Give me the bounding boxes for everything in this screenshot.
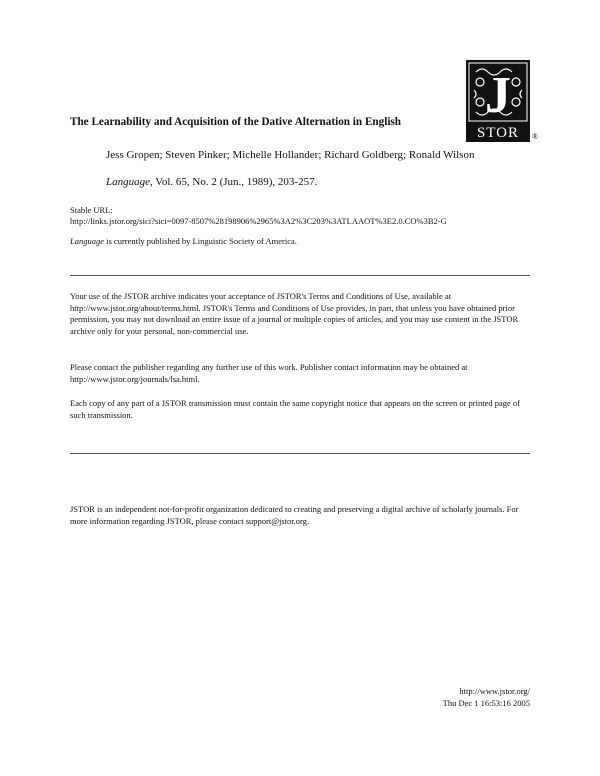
article-title: The Learnability and Acquisition of the Dative Alternation in English xyxy=(70,116,402,128)
terms-paragraph: Your use of the JSTOR archive indicates your acceptance of JSTOR's Terms and Conditions of Use, available at http://www.jstor.org/about/terms.html. JSTOR's Terms and Conditions of Use provides, in part, that unless you have obtained prior permission, you may not download an entire issue of a journal or multiple copies of articles, and you may use content in the JSTOR archive only for your personal, non-commercial use. xyxy=(70,291,519,336)
publisher-line xyxy=(70,236,297,246)
publisher-contact-paragraph: Please contact the publisher regarding any further use of this work. Publisher contact information may be obtained at http://www.jstor.org/journals/lsa.html. xyxy=(70,362,468,384)
citation-journal: Language xyxy=(106,176,150,188)
article-authors: Jess Gropen; Steven Pinker; Michelle Hollander; Richard Goldberg; Ronald Wilson xyxy=(106,149,475,161)
registered-mark: ® xyxy=(532,132,539,141)
logo-letter: J xyxy=(485,67,511,124)
stable-url-link[interactable]: http://links.jstor.org/sici?sici=0097-8507%28198906%2965%3A2%3C203%3ATLAAOT%3E2.0.CO%3B2-G xyxy=(70,216,447,226)
jstor-logo xyxy=(466,60,530,142)
divider-bottom xyxy=(70,453,530,454)
stable-url-label: Stable URL: xyxy=(70,205,113,215)
publisher-journal: Language xyxy=(70,236,104,246)
citation-details: , Vol. 65, No. 2 (Jun., 1989), 203-257. xyxy=(150,176,318,188)
article-citation xyxy=(106,176,317,188)
logo-wordmark: STOR xyxy=(476,125,520,141)
publisher-text: is currently published by Linguistic Society of America. xyxy=(104,236,297,246)
jstor-seal-icon xyxy=(466,60,530,142)
footer-date: Thu Dec 1 16:53:16 2005 xyxy=(442,698,530,708)
footer-url[interactable]: http://www.jstor.org/ xyxy=(459,686,530,696)
jstor-about-paragraph: JSTOR is an independent not-for-profit organization dedicated to creating and preserving a digital archive of scholarly journals. For more information regarding JSTOR, please contact support@jstor.org. xyxy=(70,504,519,526)
copyright-notice-paragraph: Each copy of any part of a JSTOR transmission must contain the same copyright notice that appears on the screen or printed page of such transmission. xyxy=(70,398,520,420)
divider-top xyxy=(70,275,530,276)
